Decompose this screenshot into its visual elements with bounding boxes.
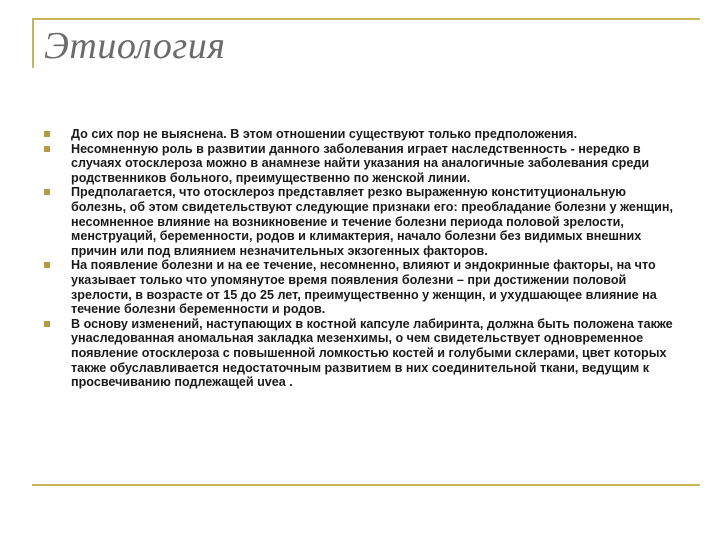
list-item-text: Предполагается, что отосклероз представляет резко выраженную конституциональную болезнь, об этом свидетельствуют следующие признаки его: преобладание болезни у женщин, несомненное влияние на возникновение и течение болезни периода половой зрелости, менструаций, беременности, родов и климактерия, начало болезни без видимых внешних причин или под влиянием незначительных экзогенных факторов. <box>71 185 673 258</box>
square-bullet-icon <box>44 321 50 327</box>
frame-top-line <box>32 18 700 20</box>
list-item-text: В основу изменений, наступающих в костной капсуле лабиринта, должна быть положена также унаследованная аномальная закладка мезенхимы, о чем свидетельствует одновременное появление отосклероза с повышенной ломкостью костей и голубыми склерами, цвет которых также обуславливается недостаточным развитием в них соединительной ткани, ведущим к просвечиванию подлежащей uvea . <box>71 316 673 390</box>
square-bullet-icon <box>44 146 50 152</box>
list-item-text: До сих пор не выяснена. В этом отношении существуют только предположения. <box>71 127 578 141</box>
list-item <box>44 317 684 390</box>
square-bullet-icon <box>44 131 50 137</box>
bullet-list <box>44 127 684 390</box>
slide-title: Этиология <box>44 25 226 67</box>
square-bullet-icon <box>44 189 50 195</box>
frame-left-line <box>32 18 34 68</box>
list-item <box>44 142 684 186</box>
list-item <box>44 258 684 316</box>
list-item <box>44 127 684 142</box>
list-item-text: На появление болезни и на ее течение, несомненно, влияют и эндокринные факторы, на что указывает только что упомянутое время появления болезни – при достижении половой зрелости, в возрасте от 15 до 25 лет, преимущественно у женщин, и ухудшающее влияние на течение болезни беременности и родов. <box>71 258 657 317</box>
list-item <box>44 185 684 258</box>
frame-bottom-line <box>32 484 700 486</box>
square-bullet-icon <box>44 262 50 268</box>
list-item-text: Несомненную роль в развитии данного заболевания играет наследственность - нередко в случаях отосклероза можно в анамнезе найти указания на аналогичные заболевания среди родственников больного, преимущественно по женской линии. <box>71 141 650 185</box>
